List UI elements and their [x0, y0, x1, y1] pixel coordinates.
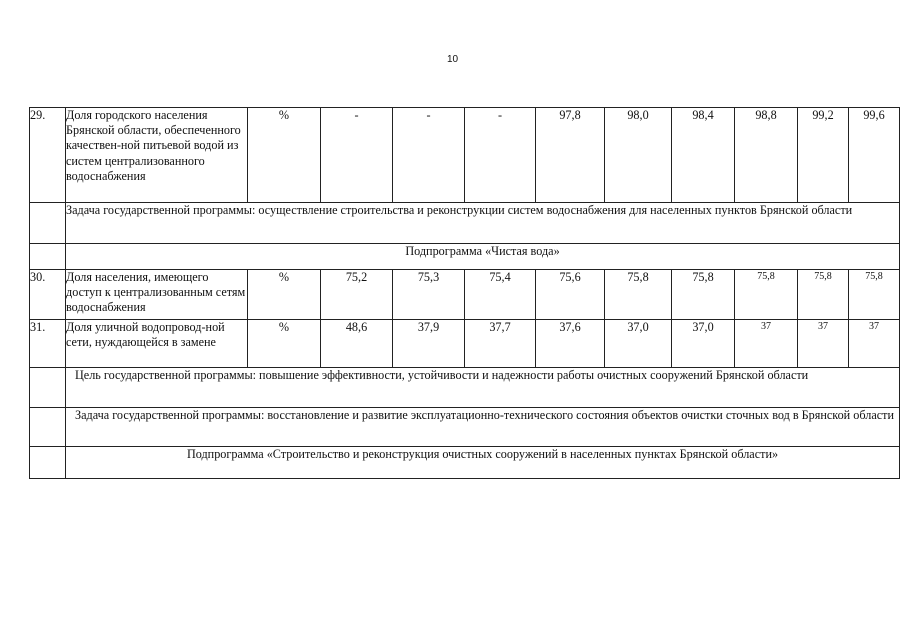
unit-cell: %	[248, 108, 321, 203]
empty-cell	[30, 368, 66, 408]
subprogram-title: Подпрограмма «Строительство и реконструкция очистных сооружений в населенных пунктах Брянской области»	[66, 447, 900, 479]
value-cell: 48,6	[321, 320, 393, 368]
empty-cell	[30, 408, 66, 447]
row-number: 31.	[30, 320, 66, 368]
indicator-name: Доля городского населения Брянской области, обеспеченного качествен-ной питьевой водой из систем централизованного водоснабжения	[66, 108, 248, 203]
value-cell: 37	[735, 320, 798, 368]
value-cell: 75,8	[672, 270, 735, 320]
indicator-name: Доля уличной водопровод-ной сети, нуждающейся в замене	[66, 320, 248, 368]
value-cell: 75,3	[393, 270, 465, 320]
value-cell: 75,8	[735, 270, 798, 320]
table-row	[30, 270, 900, 320]
value-cell: 98,0	[605, 108, 672, 203]
value-cell: 75,6	[536, 270, 605, 320]
indicators-table	[29, 107, 900, 479]
unit-cell: %	[248, 270, 321, 320]
empty-cell	[30, 203, 66, 244]
value-cell: 98,8	[735, 108, 798, 203]
indicator-name: Доля населения, имеющего доступ к централизованным сетям водоснабжения	[66, 270, 248, 320]
value-cell: 98,4	[672, 108, 735, 203]
empty-cell	[30, 447, 66, 479]
value-cell: -	[465, 108, 536, 203]
subprogram-title: Подпрограмма «Чистая вода»	[66, 244, 900, 270]
value-cell: 37,7	[465, 320, 536, 368]
program-goal-text: Цель государственной программы: повышение эффективности, устойчивости и надежности работы очистных сооружений Брянской области	[66, 368, 900, 408]
value-cell: 37,9	[393, 320, 465, 368]
value-cell: -	[321, 108, 393, 203]
row-number: 30.	[30, 270, 66, 320]
unit-cell: %	[248, 320, 321, 368]
table-row	[30, 244, 900, 270]
value-cell: 75,8	[798, 270, 849, 320]
value-cell: 37	[798, 320, 849, 368]
value-cell: 37,6	[536, 320, 605, 368]
value-cell: 99,6	[849, 108, 900, 203]
program-task-text: Задача государственной программы: осуществление строительства и реконструкции систем водоснабжения для населенных пунктов Брянской области	[66, 203, 900, 244]
value-cell: 37	[849, 320, 900, 368]
value-cell: 37,0	[605, 320, 672, 368]
value-cell: -	[393, 108, 465, 203]
value-cell: 99,2	[798, 108, 849, 203]
value-cell: 75,8	[605, 270, 672, 320]
value-cell: 75,2	[321, 270, 393, 320]
table-row	[30, 368, 900, 408]
program-task-text: Задача государственной программы: восстановление и развитие эксплуатационно-технического состояния объектов очистки сточных вод в Брянской области	[66, 408, 900, 447]
value-cell: 75,8	[849, 270, 900, 320]
value-cell: 97,8	[536, 108, 605, 203]
table-row	[30, 408, 900, 447]
page-number: 10	[446, 54, 459, 65]
value-cell: 37,0	[672, 320, 735, 368]
empty-cell	[30, 244, 66, 270]
row-number: 29.	[30, 108, 66, 203]
table-row	[30, 108, 900, 203]
table-row	[30, 447, 900, 479]
table-row	[30, 203, 900, 244]
value-cell: 75,4	[465, 270, 536, 320]
table-row	[30, 320, 900, 368]
